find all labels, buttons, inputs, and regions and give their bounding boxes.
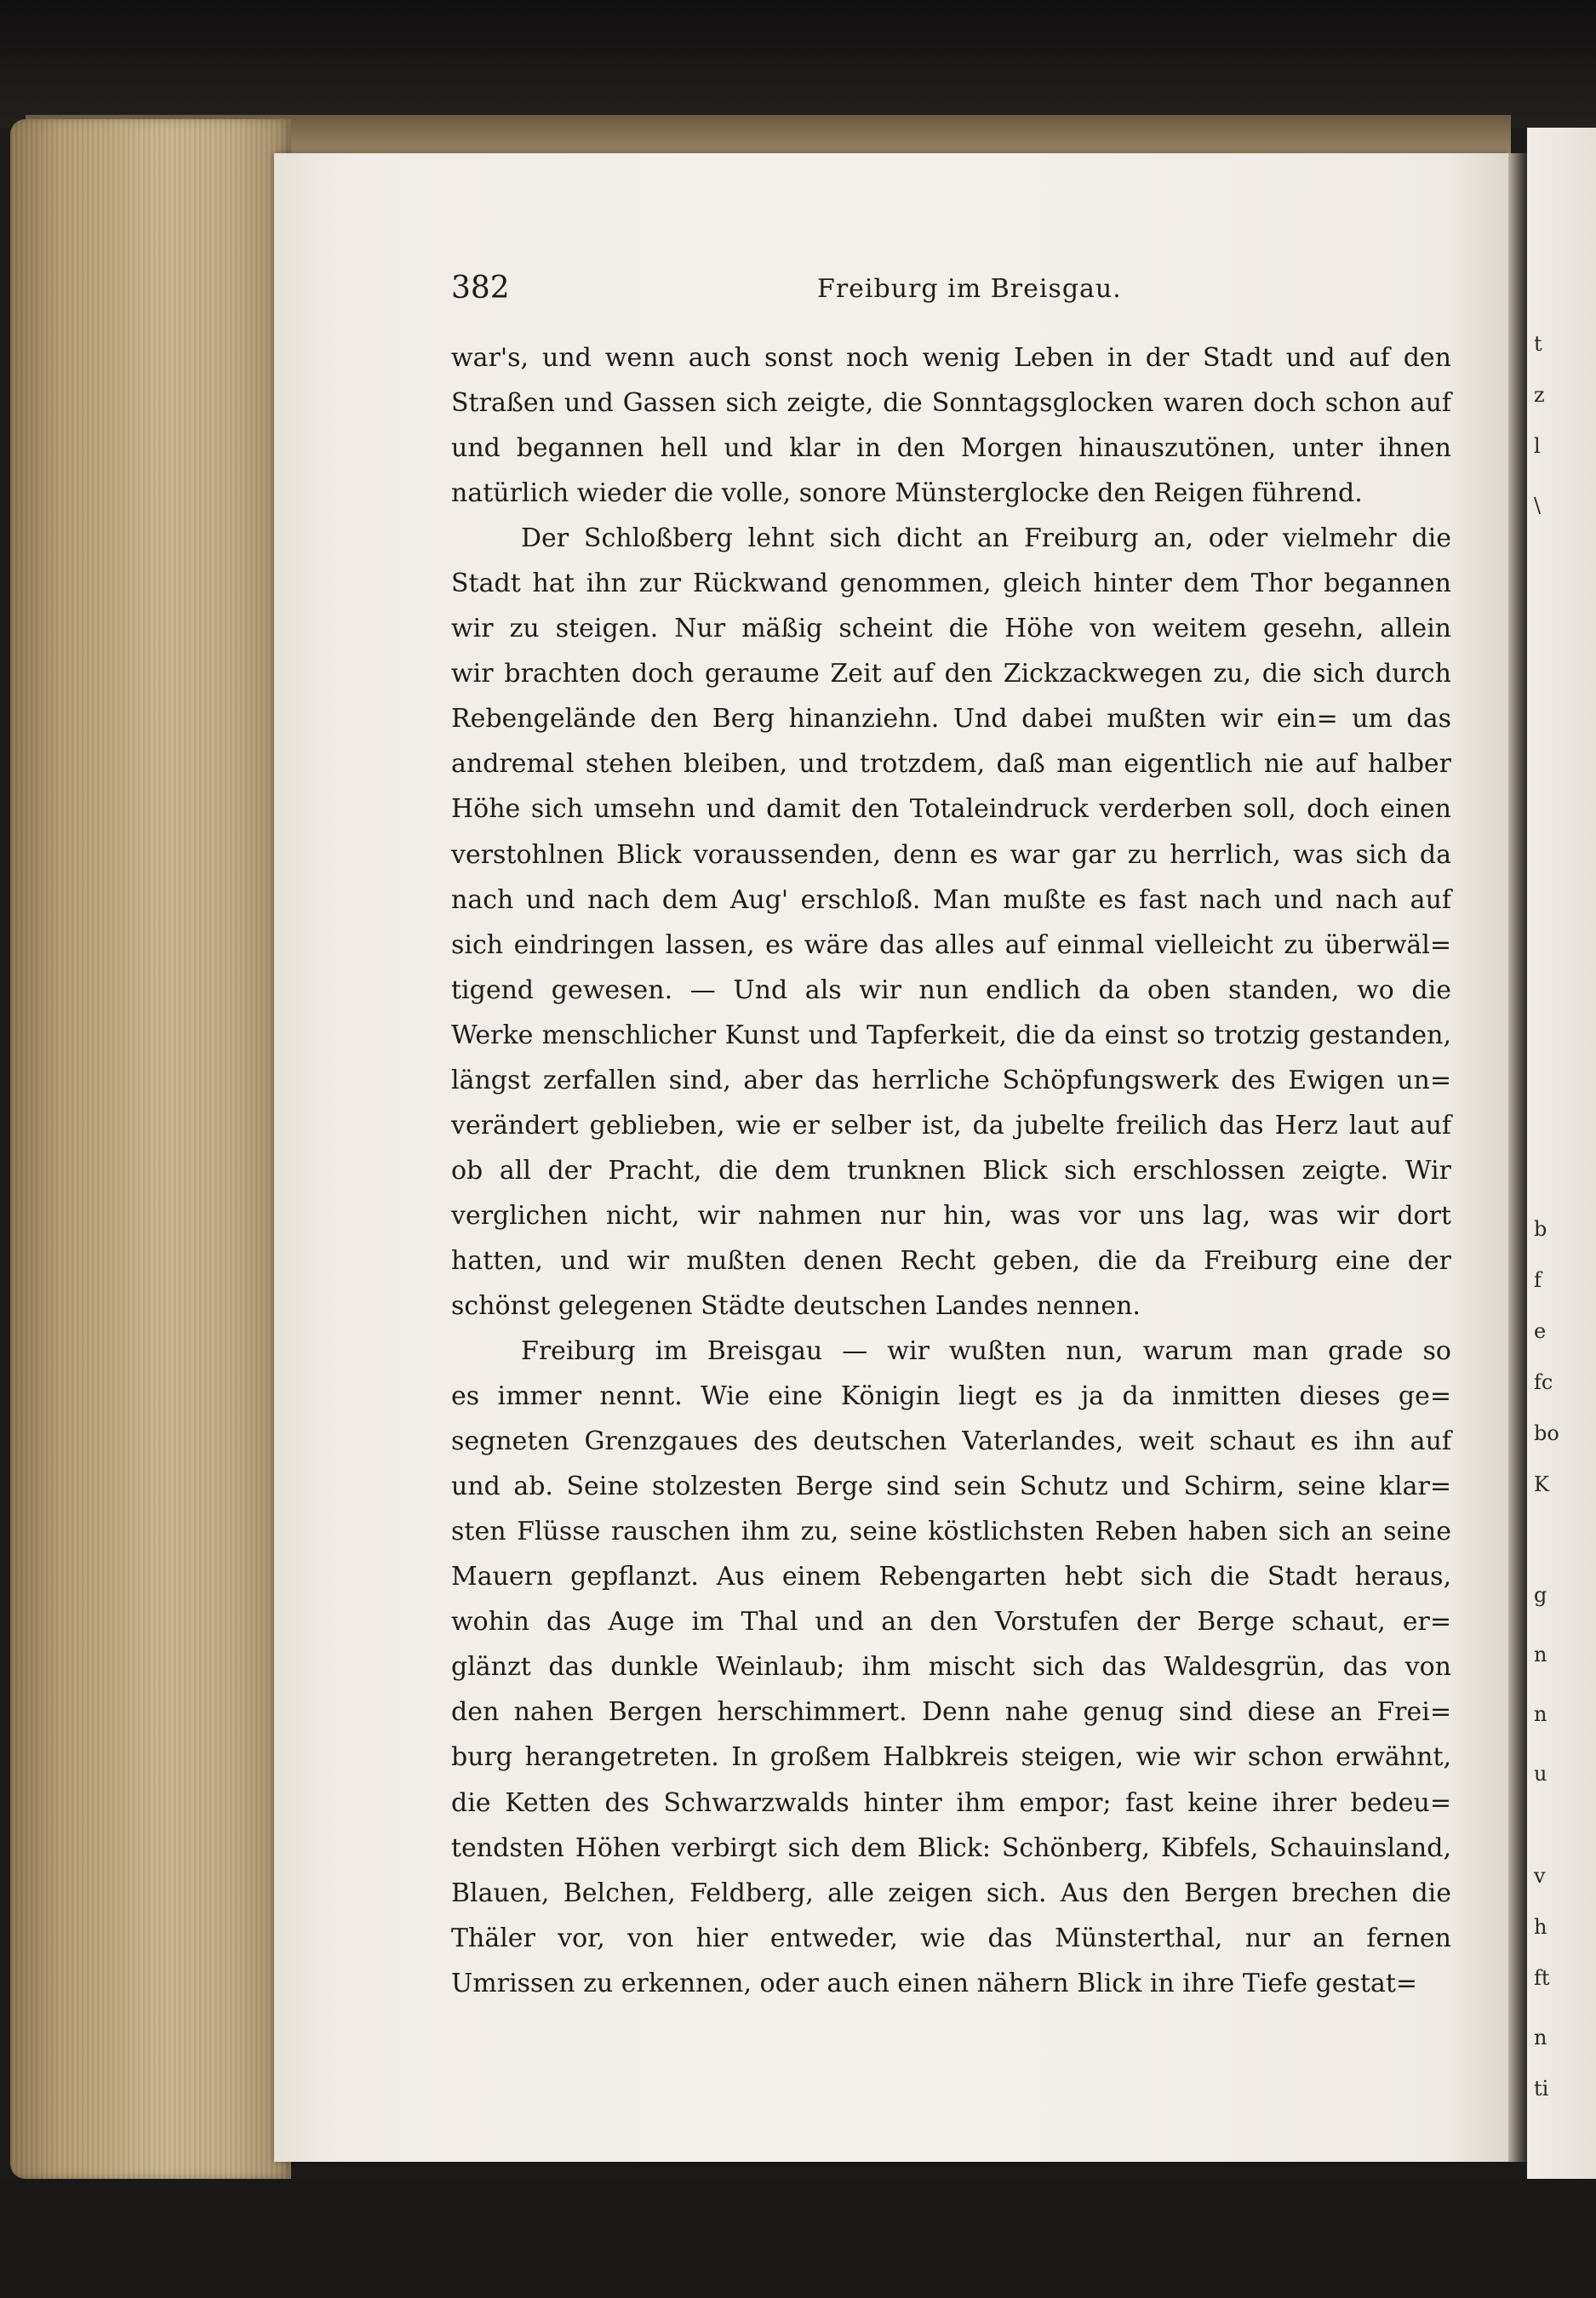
text-line: und begannen hell und klar in den Morgen hinauszutönen, unter ihnen	[451, 433, 1451, 464]
text-line: Mauern gepflanzt. Aus einem Rebengarten hebt sich die Stadt heraus,	[451, 1562, 1451, 1592]
facing-page-fragment: b	[1534, 1217, 1547, 1241]
facing-page-fragment: e	[1534, 1319, 1547, 1343]
facing-page-fragment: \	[1534, 494, 1542, 517]
text-line: Umrissen zu erkennen, oder auch einen nähern Blick in ihre Tiefe gestat=	[451, 1968, 1418, 1998]
facing-page-fragment: z	[1534, 383, 1545, 407]
text-line: hatten, und wir mußten denen Recht geben, die da Freiburg eine der	[451, 1245, 1451, 1276]
facing-page-fragment: l	[1534, 434, 1541, 458]
facing-page-fragment: ti	[1534, 2077, 1549, 2101]
text-line: und ab. Seine stolzesten Berge sind sein Schutz und Schirm, seine klar=	[451, 1472, 1451, 1502]
page-number: 382	[451, 271, 510, 306]
text-line: Höhe sich umsehn und damit den Totaleindruck verderben soll, doch einen	[451, 794, 1451, 825]
text-line: nach und nach dem Aug' erschloß. Man mußte es fast nach und nach auf	[451, 884, 1451, 915]
text-line: sich eindringen lassen, es wäre das alles auf einmal vielleicht zu überwäl=	[451, 929, 1451, 960]
facing-page-fragment: v	[1534, 1864, 1546, 1888]
facing-page-fragment: h	[1534, 1915, 1547, 1939]
facing-page-fragment: ft	[1534, 1966, 1550, 1990]
text-line: Werke menschlicher Kunst und Tapferkeit, die da einst so trotzig gestanden,	[451, 1020, 1451, 1050]
text-line: tigend gewesen. — Und als wir nun endlich da oben standen, wo die	[451, 975, 1451, 1005]
text-line: längst zerfallen sind, aber das herrliche Schöpfungswerk des Ewigen un=	[451, 1065, 1451, 1095]
background-bottom	[0, 2179, 1596, 2298]
text-line: natürlich wieder die volle, sonore Münsterglocke den Reigen führend.	[451, 478, 1363, 509]
text-line: es immer nennt. Wie eine Königin liegt es ja da inmitten dieses ge=	[451, 1381, 1451, 1412]
text-line: sten Flüsse rauschen ihm zu, seine köstlichsten Reben haben sich an seine	[451, 1517, 1451, 1547]
facing-page-fragment: g	[1534, 1583, 1547, 1607]
text-line: wohin das Auge im Thal und an den Vorstufen der Berge schaut, er=	[451, 1607, 1451, 1638]
text-line: Stadt hat ihn zur Rückwand genommen, gleich hinter dem Thor begannen	[451, 569, 1451, 599]
text-line: verstohlnen Blick voraussenden, denn es war gar zu herrlich, was sich da	[451, 839, 1451, 870]
text-line: Der Schloßberg lehnt sich dicht an Freiburg an, oder vielmehr die	[521, 523, 1451, 554]
text-line: andremal stehen bleiben, und trotzdem, daß man eigentlich nie auf halber	[451, 749, 1451, 780]
text-line: wir brachten doch geraume Zeit auf den Zickzackwegen zu, die sich durch	[451, 659, 1451, 689]
running-title: Freiburg im Breisgau.	[817, 274, 1122, 304]
text-line: verglichen nicht, wir nahmen nur hin, was vor uns lag, was wir dort	[451, 1200, 1451, 1231]
text-line: Rebengelände den Berg hinanziehn. Und dabei mußten wir ein= um das	[451, 704, 1451, 735]
text-line: die Ketten des Schwarzwalds hinter ihm empor; fast keine ihrer bedeu=	[451, 1787, 1451, 1818]
text-line: segneten Grenzgaues des deutschen Vaterlandes, weit schaut es ihn auf	[451, 1426, 1451, 1457]
text-line: wir zu steigen. Nur mäßig scheint die Höhe von weitem gesehn, allein	[451, 614, 1451, 644]
text-line: burg herangetreten. In großem Halbkreis steigen, wie wir schon erwähnt,	[451, 1742, 1451, 1773]
text-line: Blauen, Belchen, Feldberg, alle zeigen sich. Aus den Bergen brechen die	[451, 1878, 1451, 1908]
text-line: war's, und wenn auch sonst noch wenig Leben in der Stadt und auf den	[451, 343, 1451, 373]
facing-page-fragment: bo	[1534, 1421, 1559, 1445]
running-head	[451, 271, 1456, 322]
text-line: Straßen und Gassen sich zeigte, die Sonntagsglocken waren doch schon auf	[451, 388, 1451, 419]
text-line: verändert geblieben, wie er selber ist, da jubelte freilich das Herz laut auf	[451, 1110, 1451, 1140]
text-line: schönst gelegenen Städte deutschen Landes nennen.	[451, 1290, 1141, 1321]
body-text	[451, 335, 1451, 2006]
text-line: ob all der Pracht, die dem trunknen Blick sich erschlossen zeigte. Wir	[451, 1155, 1451, 1186]
facing-page-fragment: t	[1534, 332, 1542, 356]
text-line: glänzt das dunkle Weinlaub; ihm mischt sich das Waldesgrün, das von	[451, 1652, 1451, 1683]
text-line: den nahen Bergen herschimmert. Denn nahe genug sind diese an Frei=	[451, 1697, 1451, 1728]
facing-page-fragment: fc	[1534, 1370, 1553, 1394]
facing-page-fragment: u	[1534, 1762, 1547, 1786]
facing-page-edge	[1527, 128, 1596, 2187]
facing-page-fragment: n	[1534, 1702, 1547, 1726]
facing-page-fragment: n	[1534, 1643, 1547, 1666]
facing-page-fragment: n	[1534, 2026, 1547, 2049]
facing-page-fragment: K	[1534, 1472, 1549, 1496]
book-gutter	[1508, 153, 1527, 2162]
text-line: Thäler vor, von hier entweder, wie das Münsterthal, nur an fernen	[451, 1923, 1451, 1953]
text-line: Freiburg im Breisgau — wir wußten nun, warum man grade so	[521, 1336, 1451, 1367]
book-fore-edge	[10, 119, 291, 2179]
text-line: tendsten Höhen verbirgt sich dem Blick: Schönberg, Kibfels, Schauinsland,	[451, 1832, 1451, 1863]
facing-page-fragment: f	[1534, 1268, 1542, 1292]
background-top	[0, 0, 1596, 128]
